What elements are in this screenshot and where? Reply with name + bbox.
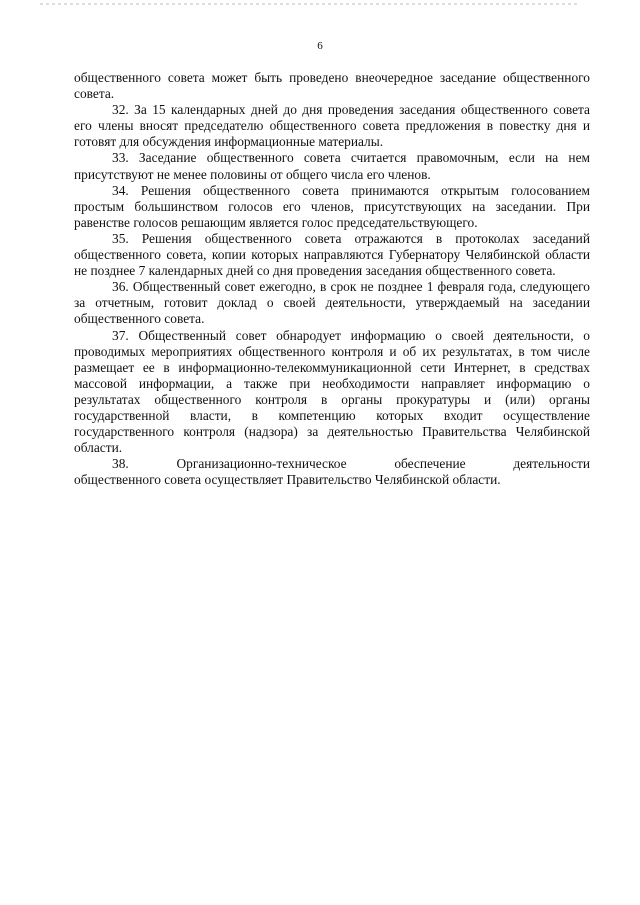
page-number: 6 — [317, 40, 323, 52]
scan-header-artifact — [40, 3, 580, 5]
paragraph-36: 36. Общественный совет ежегодно, в срок не позднее 1 февраля года, следующего за отчетным, готовит доклад о своей деятельности, утверждаемый на заседании общественного совета. — [74, 279, 590, 327]
paragraph-38-line-1: 38. Организационно-техническое обеспечение деятельности — [112, 456, 590, 472]
paragraph-31-continuation: общественного совета может быть проведено внеочередное заседание общественного совета. — [74, 70, 590, 102]
paragraph-38-line-2: общественного совета осуществляет Правительство Челябинской области. — [74, 472, 501, 488]
document-body — [74, 70, 590, 488]
paragraph-34: 34. Решения общественного совета принимаются открытым голосованием простым большинством голосов его членов, присутствующих на заседании. При равенстве голосов решающим является голос председательствующего. — [74, 182, 590, 230]
paragraph-35: 35. Решения общественного совета отражаются в протоколах заседаний общественного совета, копии которых направляются Губернатору Челябинской области не позднее 7 календарных дней со дня проведения заседания общественного совета. — [74, 230, 590, 279]
paragraph-37: 37. Общественный совет обнародует информацию о своей деятельности, о проводимых мероприятиях общественного контроля и об их результатах, в том числе размещает ее в информационно-телекоммуникационной сети Интернет, в средствах массовой информации, а также при необходимости направляет информацию о результатах общественного контроля в органы прокуратуры и (или) органы государственной власти, в компетенцию которых входит осуществление государственного контроля (надзора) за деятельностью Правительства Челябинской области. — [74, 327, 590, 456]
paragraph-32: 32. За 15 календарных дней до дня проведения заседания общественного совета его члены вносят председателю общественного совета предложения в повестку дня и готовят для обсуждения информационные материалы. — [74, 102, 590, 150]
paragraph-33: 33. Заседание общественного совета считается правомочным, если на нем присутствуют не менее половины от общего числа его членов. — [74, 150, 590, 182]
